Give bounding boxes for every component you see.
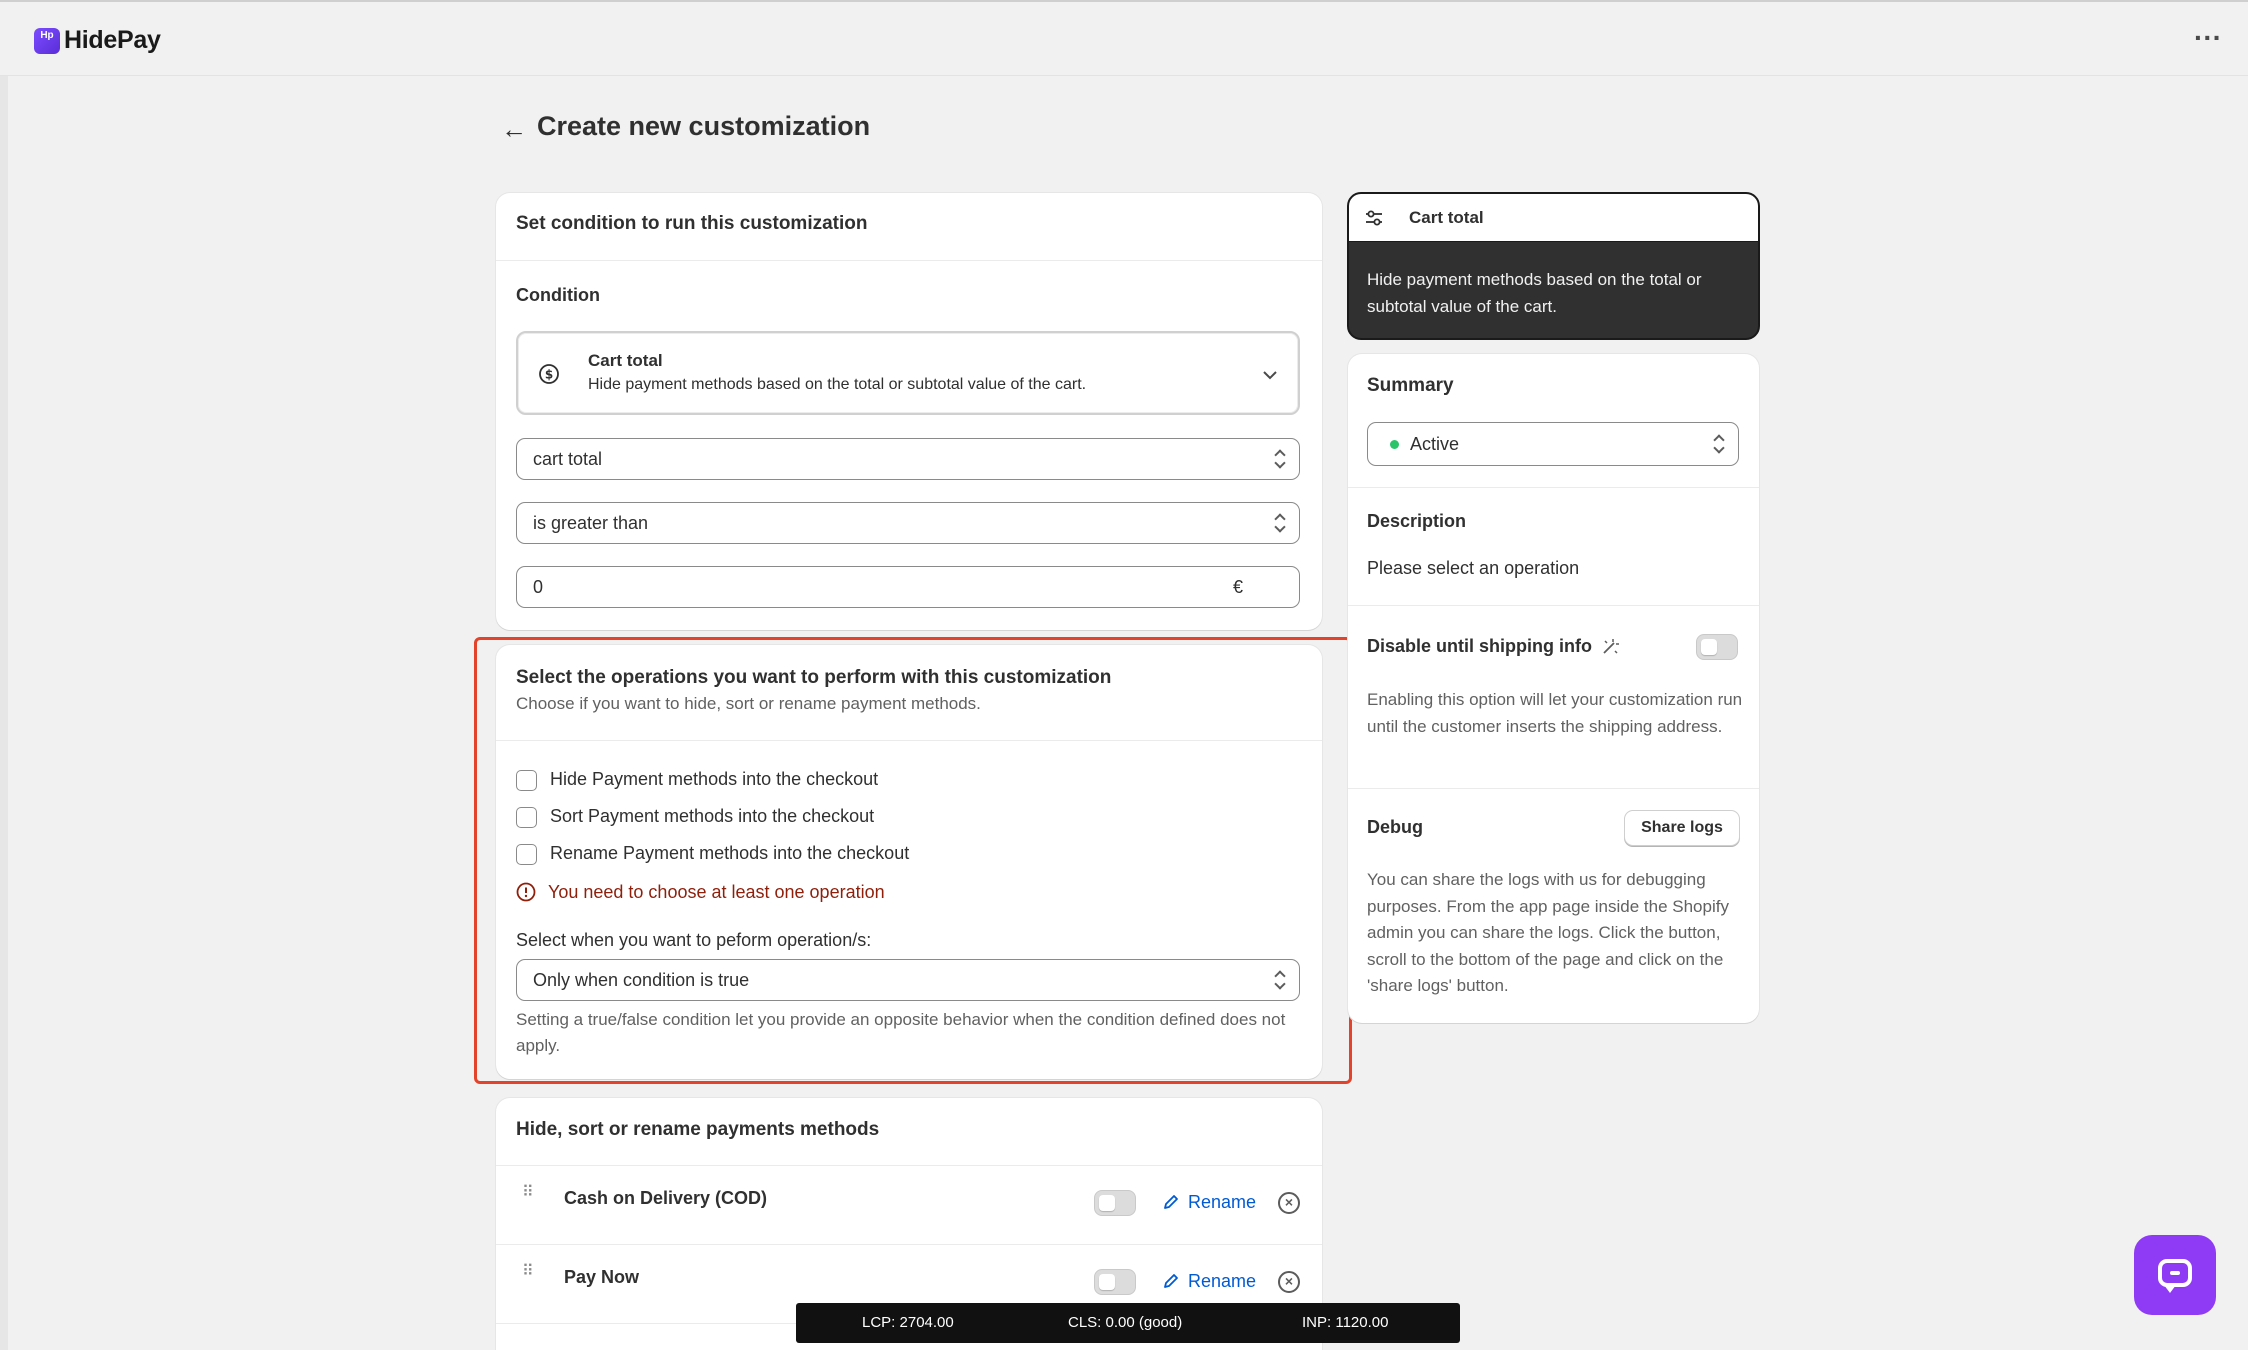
operations-card-subtitle: Choose if you want to hide, sort or rename payment methods.	[516, 694, 981, 713]
drag-handle-icon[interactable]: ⠿	[522, 1263, 535, 1280]
condition-card-title: Set condition to run this customization	[516, 213, 868, 234]
dollar-circle-icon	[538, 363, 560, 385]
operations-card-title: Select the operations you want to perform with this customization	[516, 667, 1112, 688]
hide-operation-label[interactable]: Hide Payment methods into the checkout	[550, 769, 879, 789]
when-select-value: Only when condition is true	[533, 970, 750, 990]
app-title: HidePay	[64, 26, 161, 54]
cls-metric: CLS: 0.00 (good)	[1068, 1314, 1183, 1331]
chat-icon	[2158, 1259, 2192, 1287]
value-input[interactable]	[516, 566, 1300, 608]
currency-symbol: €	[1232, 577, 1243, 597]
status-dot-icon	[1390, 440, 1399, 449]
when-help-text: Setting a true/false condition let you provide an opposite behavior when the condition defined does not apply.	[516, 1010, 1286, 1055]
chat-support-button[interactable]	[2134, 1235, 2216, 1315]
condition-label: Condition	[516, 285, 600, 305]
select-chevron-icon	[1275, 449, 1285, 469]
payment-methods-card-title: Hide, sort or rename payments methods	[516, 1119, 880, 1140]
operator-select[interactable]	[516, 502, 1300, 544]
remove-icon[interactable]: ×	[1278, 1271, 1300, 1293]
select-chevron-icon	[1275, 513, 1285, 533]
description-text: Please select an operation	[1367, 558, 1580, 578]
pencil-icon	[1162, 1193, 1180, 1211]
rename-link[interactable]: Rename	[1188, 1271, 1257, 1291]
disable-shipping-label: Disable until shipping info	[1367, 636, 1592, 656]
operations-error-text: You need to choose at least one operation	[548, 882, 885, 902]
select-chevron-icon	[1714, 434, 1724, 454]
divider	[1348, 788, 1759, 789]
sliders-icon	[1363, 207, 1385, 229]
summary-card	[1348, 354, 1759, 1023]
sort-operation-label[interactable]: Sort Payment methods into the checkout	[550, 806, 875, 826]
payment-method-row	[496, 1166, 1322, 1244]
operator-select-value: is greater than	[533, 513, 649, 533]
more-actions-button[interactable]: ···	[2194, 22, 2222, 53]
condition-info-description: Hide payment methods based on the total or subtotal value of the cart.	[1367, 270, 1702, 316]
drag-handle-icon[interactable]: ⠿	[522, 1184, 535, 1201]
condition-selector[interactable]	[516, 331, 1300, 415]
svg-text:$: $	[544, 367, 554, 382]
payment-method-name: Cash on Delivery (COD)	[564, 1188, 768, 1208]
summary-title: Summary	[1367, 375, 1454, 396]
share-logs-button[interactable]: Share logs	[1624, 810, 1740, 846]
field-select[interactable]	[516, 438, 1300, 480]
debug-label: Debug	[1367, 817, 1423, 837]
left-edge	[0, 76, 8, 1350]
lcp-metric: LCP: 2704.00	[862, 1314, 954, 1331]
disable-shipping-toggle[interactable]	[1696, 634, 1738, 660]
app-logo-icon: Hp	[34, 28, 60, 54]
disable-shipping-help: Enabling this option will let your customization run until the customer inserts the shipping address.	[1367, 690, 1743, 736]
divider	[1348, 605, 1759, 606]
back-button[interactable]: ←	[501, 114, 527, 144]
page-title: Create new customization	[537, 111, 871, 141]
condition-option-description: Hide payment methods based on the total or subtotal value of the cart.	[588, 376, 1087, 393]
condition-info-card	[1347, 192, 1760, 340]
highlight-annotation	[474, 637, 1352, 1084]
status-select[interactable]	[1367, 422, 1739, 466]
condition-card	[496, 193, 1322, 630]
value-input-text: 0	[533, 577, 544, 597]
condition-info-header	[1349, 194, 1758, 242]
payment-method-toggle[interactable]	[1094, 1269, 1136, 1295]
pencil-icon	[1162, 1272, 1180, 1290]
status-select-value: Active	[1410, 434, 1460, 454]
inp-metric: INP: 1120.00	[1302, 1314, 1389, 1331]
description-label: Description	[1367, 511, 1467, 531]
divider	[1348, 487, 1759, 488]
magic-wand-icon	[1600, 637, 1620, 657]
chat-icon-tail	[2164, 1285, 2176, 1293]
payment-method-name: Pay Now	[564, 1267, 640, 1287]
debug-help: You can share the logs with us for debugging purposes. From the app page inside the Shopify admin you can share the logs. Click the button, scroll to the bottom of the page and click on the 'share logs' button.	[1367, 870, 1729, 995]
chevron-down-icon	[1262, 370, 1278, 380]
rename-link[interactable]: Rename	[1188, 1192, 1257, 1212]
when-label: Select when you want to peform operation/s:	[516, 930, 872, 950]
rename-operation-label[interactable]: Rename Payment methods into the checkout	[550, 843, 910, 863]
condition-info-title: Cart total	[1409, 208, 1484, 227]
app-topbar	[0, 0, 2248, 76]
divider	[496, 260, 1322, 261]
field-select-value: cart total	[533, 449, 603, 469]
remove-icon[interactable]: ×	[1278, 1192, 1300, 1214]
payment-method-toggle[interactable]	[1094, 1190, 1136, 1216]
performance-metrics-bar	[796, 1303, 1460, 1343]
condition-option-title: Cart total	[588, 351, 663, 370]
